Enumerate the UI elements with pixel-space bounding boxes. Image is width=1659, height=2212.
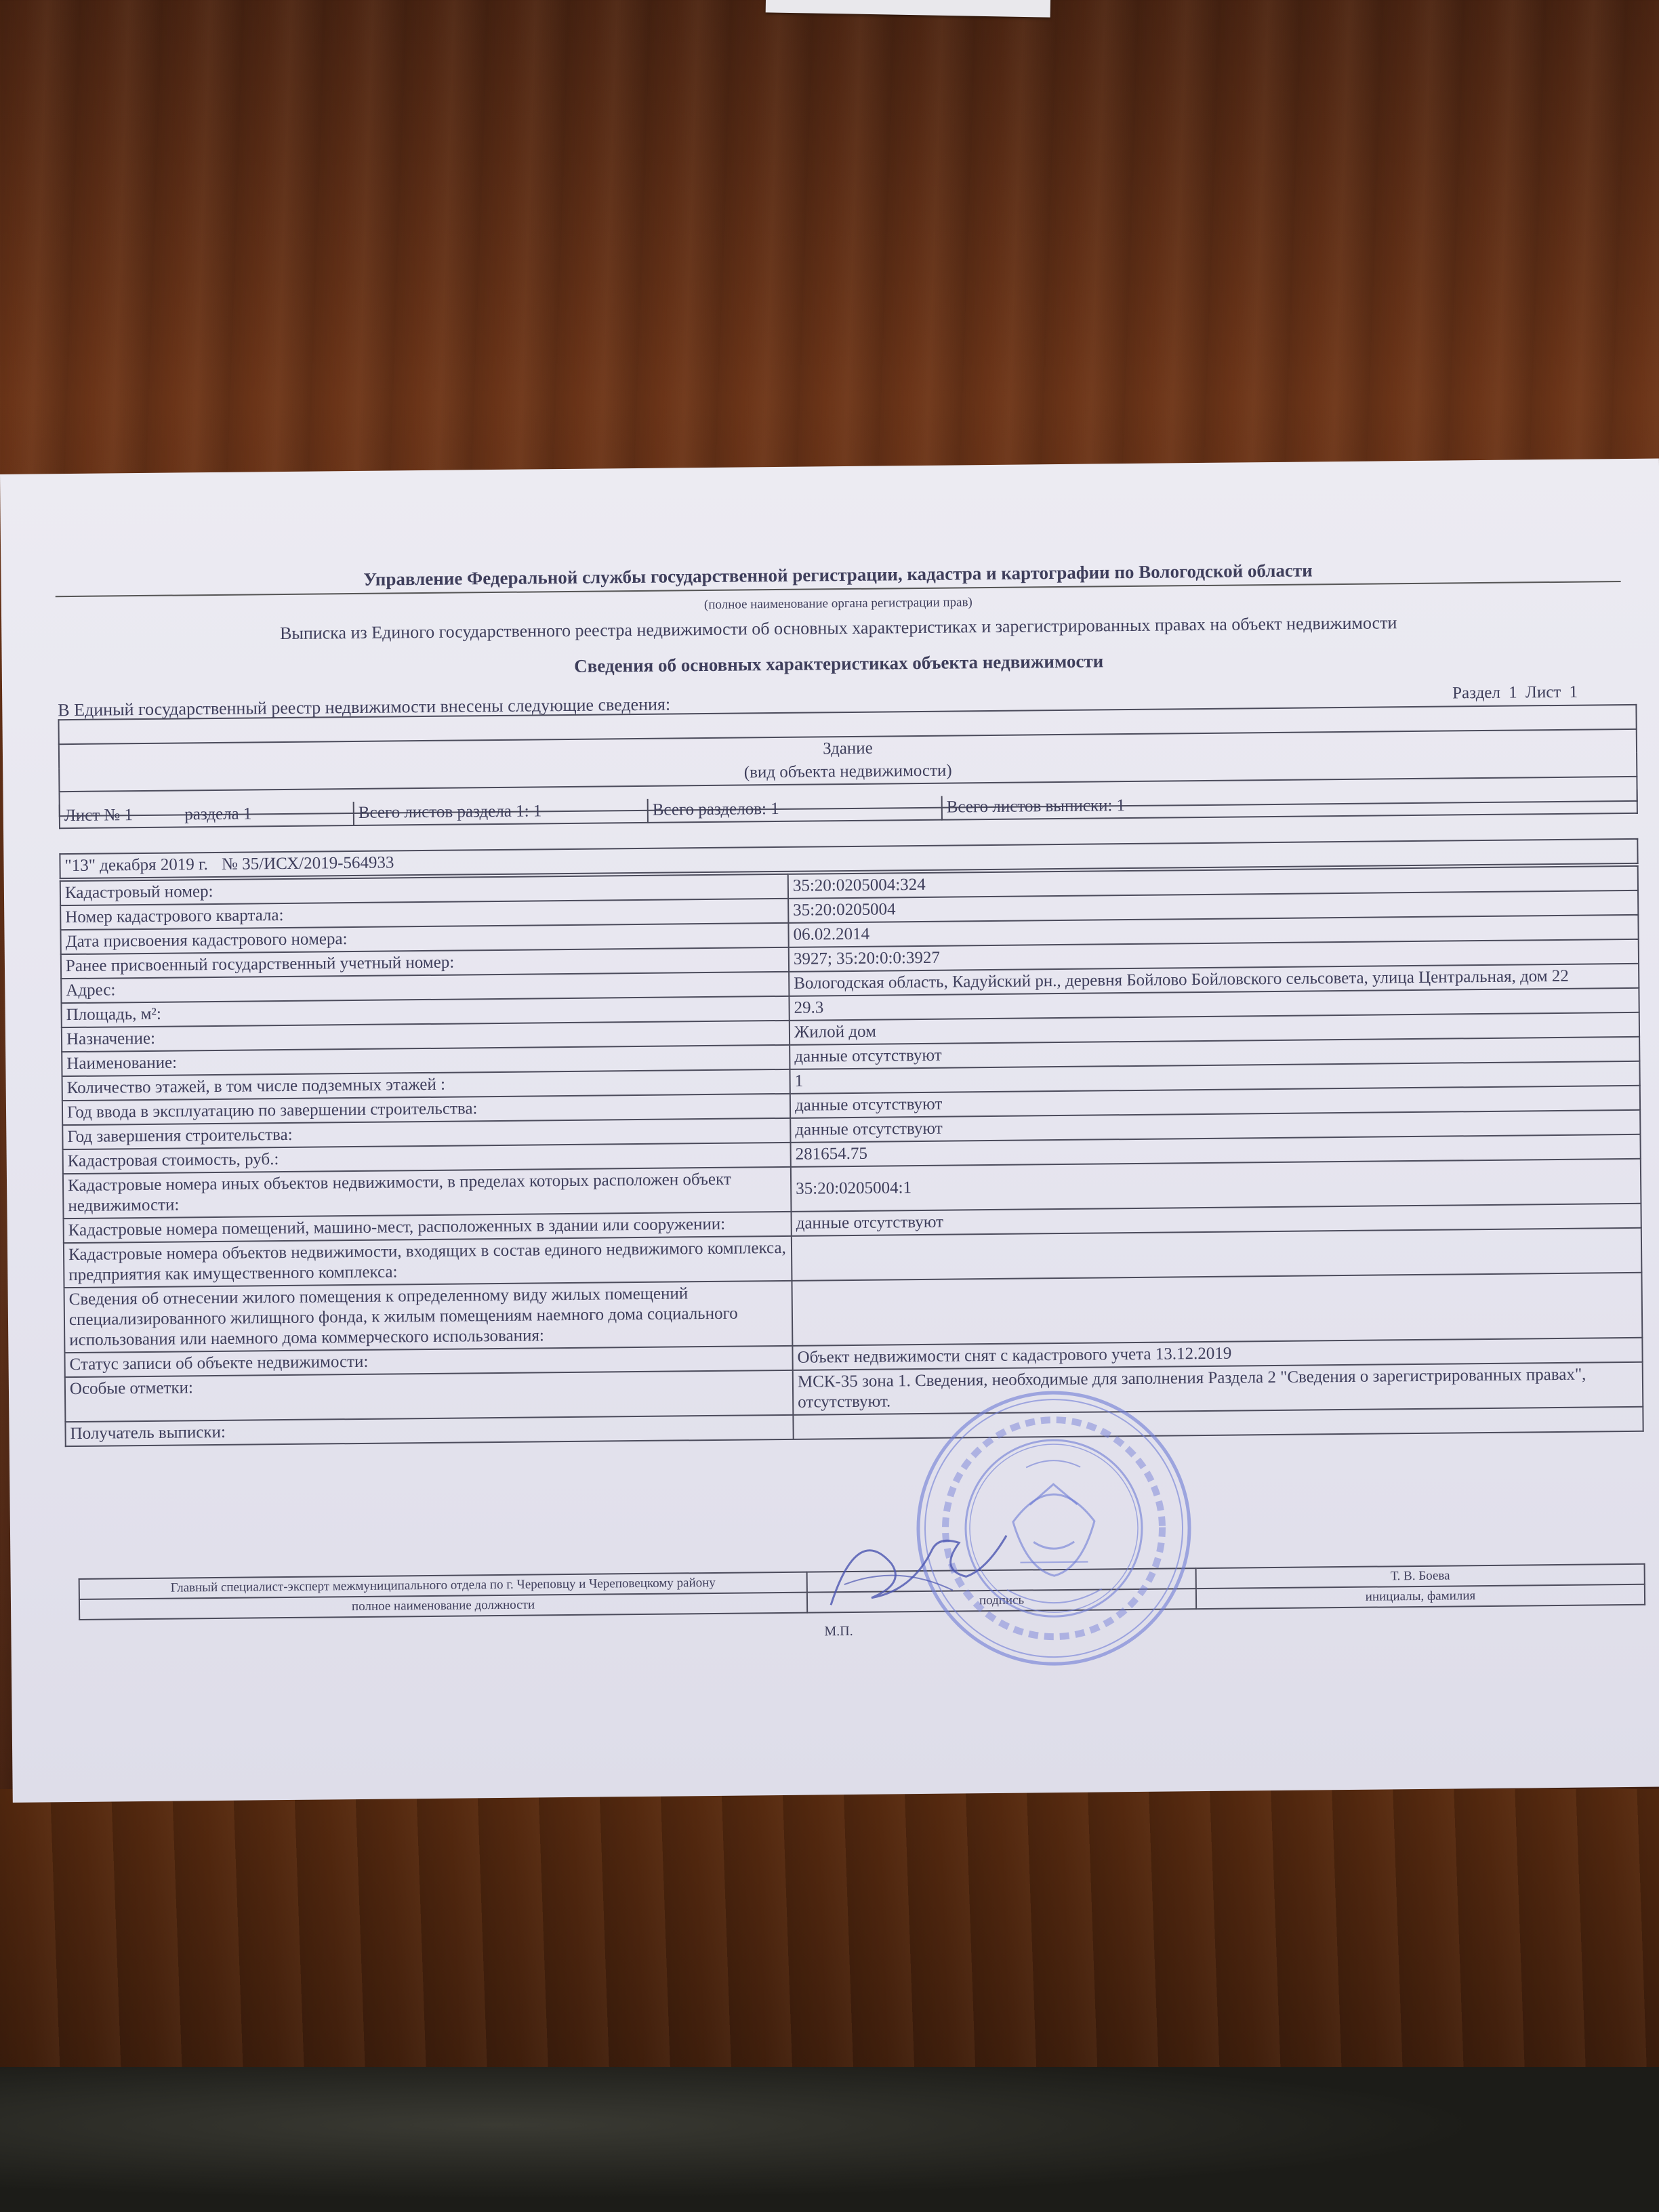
floor-background: [0, 2067, 1659, 2212]
row-label: Кадастровая стоимость, руб.:: [63, 1143, 791, 1174]
position-caption: полное наименование должности: [79, 1593, 807, 1620]
sheet-number: Лист № 1: [64, 806, 134, 825]
official-name: Т. В. Боева: [1196, 1564, 1645, 1589]
row-label: Наименование:: [62, 1045, 790, 1076]
row-value: 29.3: [789, 988, 1639, 1021]
row-label: Номер кадастрового квартала:: [60, 899, 788, 930]
row-value: 35:20:0205004:324: [788, 866, 1638, 899]
row-label: Кадастровые номера объектов недвижимости, входящих в состав единого недвижимого комплекса, предприятия как имущественного комплекса:: [64, 1236, 792, 1288]
row-value: [792, 1273, 1642, 1346]
row-value: данные отсутствуют: [790, 1086, 1640, 1118]
org-name: Управление Федеральной службы государственной регистрации, кадастра и картографии по Вологодской области: [55, 557, 1620, 597]
row-value: данные отсутствуют: [790, 1110, 1640, 1143]
doc-date: "13" декабря 2019 г.: [64, 855, 208, 876]
name-caption: инициалы, фамилия: [1196, 1584, 1645, 1609]
paper-corner: [766, 0, 1051, 18]
signature-caption: подпись: [807, 1589, 1196, 1613]
row-value: 281654.75: [791, 1134, 1641, 1167]
row-label: Кадастровые номера помещений, машино-мест, расположенных в здании или сооружении:: [64, 1212, 792, 1243]
row-value: 1: [790, 1061, 1639, 1094]
intro-text: В Единый государственный реестр недвижимости внесены следующие сведения:: [58, 694, 671, 720]
org-name-caption: (полное наименование органа регистрации прав): [703, 595, 972, 613]
row-label: Год завершения строительства:: [62, 1118, 790, 1149]
handwritten-signature: [817, 1502, 1021, 1626]
sheet-number-cell: [60, 802, 354, 828]
row-value: данные отсутствуют: [790, 1037, 1639, 1069]
row-value: 35:20:0205004:1: [791, 1159, 1641, 1212]
sheet-section: раздела 1: [184, 804, 252, 824]
row-value: [792, 1228, 1642, 1281]
seal-place-label: М.П.: [824, 1623, 853, 1639]
razdel-label: Раздел 1: [1452, 683, 1517, 703]
row-label: Количество этажей, в том числе подземных этажей :: [62, 1069, 790, 1101]
row-label: Кадастровый номер:: [60, 874, 788, 905]
list-label: Лист 1: [1525, 682, 1578, 702]
row-value: 3927; 35:20:0:0:3927: [789, 939, 1639, 972]
object-type-caption: (вид объекта недвижимости): [59, 753, 1637, 792]
row-value: данные отсутствуют: [791, 1204, 1641, 1236]
document-sheet: [0, 459, 1659, 1803]
row-label: Адрес:: [61, 972, 789, 1003]
row-label: Назначение:: [62, 1021, 790, 1052]
total-sections: Всего разделов: 1: [648, 796, 942, 823]
row-label: Год ввода в эксплуатацию по завершении строительства:: [62, 1094, 790, 1125]
object-type: Здание: [59, 729, 1637, 768]
row-value: Вологодская область, Кадуйский рн., деревня Бойлово Бойловского сельсовета, улица Центральная, дом 22: [789, 964, 1639, 996]
row-value: 06.02.2014: [788, 915, 1638, 947]
row-label: Дата присвоения кадастрового номера:: [60, 923, 788, 954]
row-label: Особые отметки:: [65, 1370, 794, 1422]
doc-number: № 35/ИСХ/2019-564933: [221, 853, 394, 874]
extract-title: Выписка из Единого государственного реестра недвижимости об основных характеристиках и зарегистрированных правах на объект недвижимости: [279, 613, 1397, 644]
sheets-in-section: Всего листов раздела 1: 1: [354, 799, 648, 825]
table-surface-bottom: [0, 1789, 1659, 2101]
total-sheets-extract: Всего листов выписки: 1: [942, 790, 1637, 820]
official-position: Главный специалист-эксперт межмуниципального отдела по г. Череповцу и Череповецкому району: [79, 1572, 807, 1599]
row-label: Кадастровые номера иных объектов недвижимости, в пределах которых расположен объект недвижимости:: [63, 1167, 792, 1218]
row-value: Жилой дом: [790, 1012, 1639, 1045]
section-sheet-label: [1452, 683, 1578, 703]
row-label: Статус записи об объекте недвижимости:: [64, 1346, 792, 1377]
row-value: 35:20:0205004: [788, 890, 1638, 923]
characteristics-table: [60, 865, 1644, 1447]
row-label: Ранее присвоенный государственный учетный номер:: [61, 947, 789, 979]
row-value: Объект недвижимости снят с кадастрового учета 13.12.2019: [792, 1338, 1642, 1370]
row-label: Сведения об отнесении жилого помещения к определенному виду жилых помещений специализированного жилищного фонда, к жилым помещениям наемного дома социального использования или наемного дома коммерческого использования:: [64, 1281, 793, 1353]
row-label: Получатель выписки:: [65, 1415, 793, 1446]
row-value: МСК-35 зона 1. Сведения, необходимые для заполнения Раздела 2 "Сведения о зарегистрированных правах", отсутствуют.: [793, 1362, 1643, 1415]
section-title: Сведения об основных характеристиках объекта недвижимости: [574, 651, 1104, 676]
row-label: Площадь, м²:: [61, 996, 789, 1027]
